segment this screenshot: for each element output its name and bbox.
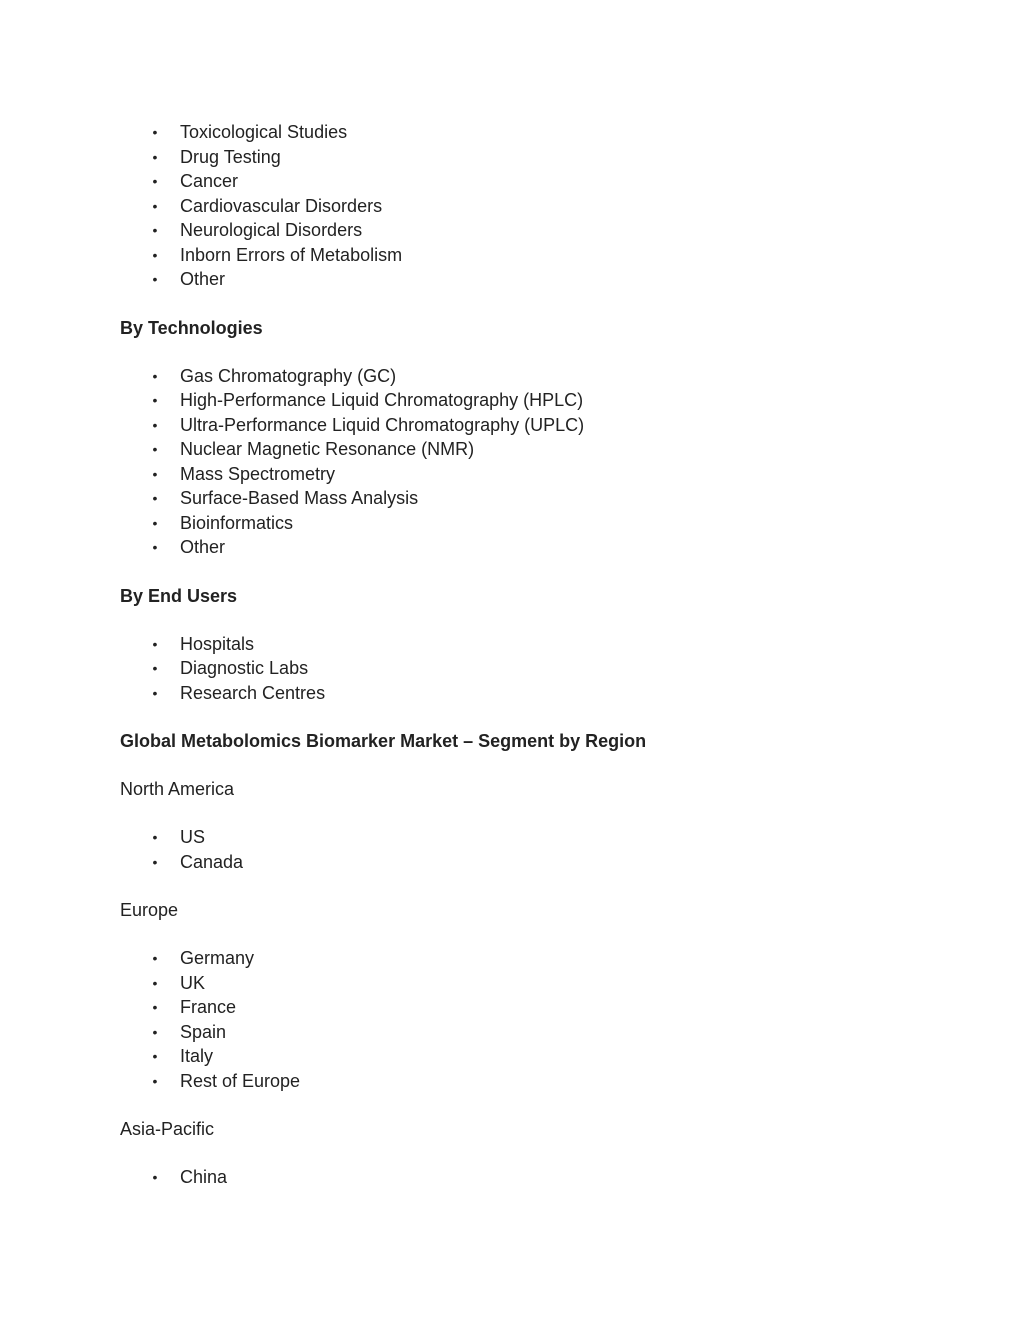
bullet-icon: • (152, 441, 158, 457)
end-users-list (120, 632, 900, 706)
bullet-icon: • (152, 1023, 158, 1040)
region-heading: Global Metabolomics Biomarker Market – Segment by Region (120, 731, 647, 751)
list-item: • Germany (120, 946, 900, 971)
list-item: • Hospitals (120, 632, 900, 657)
list-item: • Surface-Based Mass Analysis (120, 486, 900, 511)
north-america-list (120, 825, 900, 874)
list-item: • Other (120, 535, 900, 560)
list-item: • Drug Testing (120, 145, 900, 170)
list-item: • UK (120, 971, 900, 996)
list-item: • Neurological Disorders (120, 218, 900, 243)
bullet-icon: • (152, 950, 158, 966)
bullet-icon: • (152, 197, 158, 214)
asia-pacific-list (120, 1165, 900, 1190)
bullet-icon: • (152, 829, 158, 845)
bullet-icon: • (152, 853, 158, 870)
europe-label: Europe (120, 900, 179, 920)
list-item: • Cardiovascular Disorders (120, 194, 900, 219)
bullet-icon: • (152, 490, 158, 506)
bullet-icon: • (152, 222, 158, 238)
list-item: • Toxicological Studies (120, 120, 900, 145)
bullet-icon: • (152, 1169, 158, 1185)
list-item: • High-Performance Liquid Chromatography (HPLC) (120, 388, 900, 413)
bullet-icon: • (152, 392, 158, 408)
list-item: • Nuclear Magnetic Resonance (NMR) (120, 437, 900, 462)
list-item: • China (120, 1165, 900, 1190)
list-item: • Mass Spectrometry (120, 462, 900, 487)
bullet-icon: • (152, 246, 158, 263)
bullet-icon: • (152, 1048, 158, 1064)
list-item: • Research Centres (120, 681, 900, 706)
bullet-icon: • (152, 173, 158, 189)
list-item: • Bioinformatics (120, 511, 900, 536)
bullet-icon: • (152, 660, 158, 676)
bullet-icon: • (152, 539, 158, 555)
bullet-icon: • (152, 367, 158, 384)
bullet-icon: • (152, 416, 158, 433)
bullet-icon: • (152, 974, 158, 991)
end-users-heading: By End Users (120, 585, 238, 606)
asia-pacific-label: Asia-Pacific (120, 1119, 215, 1139)
list-item: • Canada (120, 850, 900, 875)
list-item: • Other (120, 267, 900, 292)
bullet-icon: • (152, 271, 158, 287)
list-item: • Spain (120, 1020, 900, 1045)
list-item: • Inborn Errors of Metabolism (120, 243, 900, 268)
list-item: • Rest of Europe (120, 1069, 900, 1094)
list-item: • Gas Chromatography (GC) (120, 364, 900, 389)
list-item: • Ultra-Performance Liquid Chromatography (UPLC) (120, 413, 900, 438)
list-item: • Diagnostic Labs (120, 656, 900, 681)
list-item: • US (120, 825, 900, 850)
bullet-icon: • (152, 465, 158, 482)
technologies-list (120, 364, 900, 560)
bullet-icon: • (152, 684, 158, 701)
technologies-heading: By Technologies (120, 317, 263, 338)
bullet-icon: • (152, 1072, 158, 1089)
applications-list (120, 120, 900, 292)
bullet-icon: • (152, 999, 158, 1015)
north-america-label: North America (120, 779, 235, 799)
document-content (120, 120, 900, 1190)
bullet-icon: • (152, 148, 158, 165)
list-item: • Cancer (120, 169, 900, 194)
list-item: • Italy (120, 1044, 900, 1069)
bullet-icon: • (152, 514, 158, 531)
bullet-icon: • (152, 124, 158, 140)
list-item: • France (120, 995, 900, 1020)
bullet-icon: • (152, 635, 158, 652)
europe-list (120, 946, 900, 1093)
